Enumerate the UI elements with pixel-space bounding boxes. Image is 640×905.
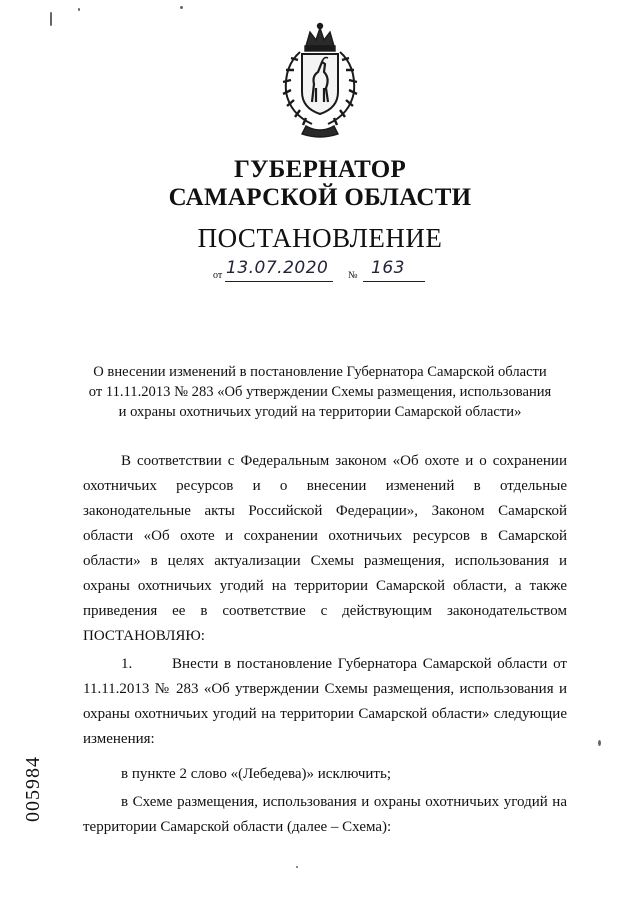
scan-speck: [180, 6, 183, 9]
document-title: [70, 362, 570, 422]
scan-speck: [296, 866, 298, 868]
number-underline: [363, 281, 425, 282]
item-1-text: Внести в постановление Губернатора Самарской области от 11.11.2013 № 283 «Об утверждении Схемы размещения, использования и охраны охотничьих угодий на территории Самарской области» следующие изменения:: [83, 656, 567, 747]
document-type: ПОСТАНОВЛЕНИЕ: [197, 223, 443, 253]
header-title-line1: ГУБЕРНАТОР: [233, 156, 407, 183]
subitem-1-text: в пункте 2 слово «(Лебедева)» исключить;: [121, 766, 391, 782]
margin-serial-number: 005984: [22, 756, 44, 822]
subitem-2-paragraph: [83, 790, 567, 840]
subitem-1-paragraph: [83, 762, 567, 787]
scan-speck: [78, 8, 80, 11]
header-title-line2: САМАРСКОЙ ОБЛАСТИ: [168, 184, 472, 211]
date-from-label: от: [213, 270, 223, 281]
item-1-paragraph: [83, 652, 567, 752]
handwritten-date: 13.07.2020: [226, 258, 329, 278]
scan-speck: [598, 740, 601, 746]
samara-coat-of-arms-icon: [272, 22, 368, 140]
title-line-2: от 11.11.2013 № 283 «Об утверждении Схемы размещения, использования: [88, 384, 552, 400]
preamble-paragraph: [83, 449, 567, 649]
item-1-number: 1.: [121, 656, 133, 672]
handwritten-number: 163: [371, 258, 405, 278]
title-line-1: О внесении изменений в постановление Губернатора Самарской области: [93, 364, 547, 380]
subitem-2-text: в Схеме размещения, использования и охраны охотничьих угодий на территории Самарской области (далее – Схема):: [83, 794, 567, 835]
scan-speck: [50, 12, 52, 26]
title-line-3: и охраны охотничьих угодий на территории Самарской области»: [118, 404, 522, 420]
number-label: №: [348, 270, 358, 281]
date-underline: [225, 281, 333, 282]
preamble-text: В соответствии с Федеральным законом «Об охоте и о сохранении охотничьих ресурсов и о внесении изменений в отдельные законодательные акты Российской Федерации», Законом Самарской области «Об охоте и сохранении охотничьих ресурсов в Самарской области» в целях актуализации Схемы размещения, использования и охраны охотничьих угодий на территории Самарской области, а также приведения ее в соответствие с действующим законодательством ПОСТАНОВЛЯЮ:: [83, 453, 567, 644]
